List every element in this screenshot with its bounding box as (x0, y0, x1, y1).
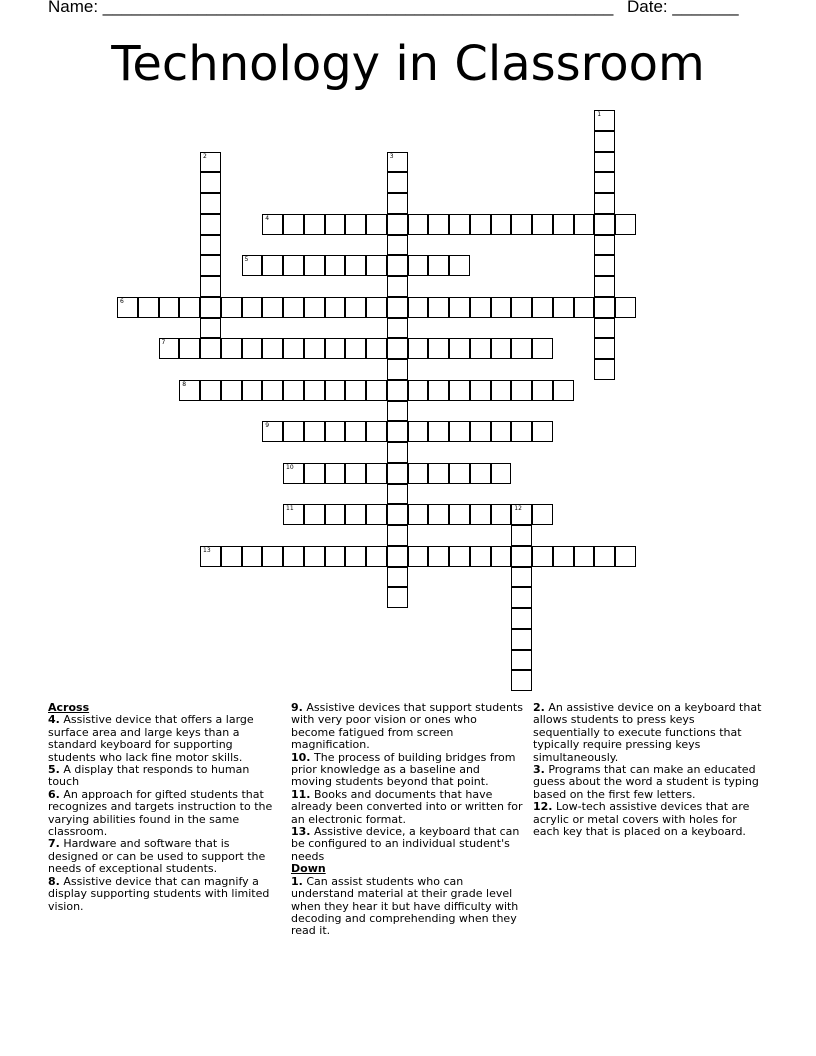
grid-cell[interactable] (511, 608, 532, 629)
grid-cell[interactable] (283, 546, 304, 567)
grid-cell[interactable] (117, 297, 138, 318)
clue-number: 8. (48, 874, 60, 888)
grid-cell[interactable] (325, 504, 346, 525)
grid-cell[interactable] (387, 235, 408, 256)
clue-number: 9. (291, 701, 303, 714)
clue-number: 7. (48, 837, 60, 851)
grid-cell[interactable] (387, 359, 408, 380)
clue-item (48, 764, 280, 789)
grid-cell[interactable] (491, 421, 512, 442)
clues-column-1 (48, 702, 280, 913)
grid-cell[interactable] (615, 297, 636, 318)
clue-number: 5. (48, 763, 60, 777)
grid-cell[interactable] (594, 297, 615, 318)
grid-cell[interactable] (345, 255, 366, 276)
clue-text: Programs that can make an educated guess about the word a student is typing based on the first few letters. (533, 763, 759, 801)
grid-cell[interactable] (200, 546, 221, 567)
grid-cell[interactable] (449, 338, 470, 359)
clue-item (533, 801, 765, 838)
grid-cell[interactable] (594, 172, 615, 193)
grid-cell[interactable] (387, 401, 408, 422)
grid-cell[interactable] (408, 297, 429, 318)
grid-cell[interactable] (200, 235, 221, 256)
grid-cell[interactable] (283, 214, 304, 235)
grid-cell[interactable] (470, 380, 491, 401)
grid-cell[interactable] (511, 214, 532, 235)
grid-cell[interactable] (387, 525, 408, 546)
clue-text: Hardware and software that is designed or can be used to support the needs of exceptional students. (48, 837, 266, 876)
grid-cell[interactable] (449, 504, 470, 525)
grid-cell[interactable] (428, 214, 449, 235)
grid-cell[interactable] (200, 276, 221, 297)
grid-cell[interactable] (366, 338, 387, 359)
grid-cell[interactable] (428, 421, 449, 442)
grid-cell[interactable] (304, 421, 325, 442)
grid-cell[interactable] (200, 152, 221, 173)
cell-number: 1 (597, 111, 602, 118)
grid-cell[interactable] (304, 338, 325, 359)
grid-cell[interactable] (366, 380, 387, 401)
grid-cell[interactable] (387, 442, 408, 463)
grid-cell[interactable] (366, 463, 387, 484)
grid-cell[interactable] (138, 297, 159, 318)
grid-cell[interactable] (200, 214, 221, 235)
clue-item (48, 789, 280, 839)
grid-cell[interactable] (594, 214, 615, 235)
clue-text: The process of building bridges from prior knowledge as a baseline and moving students beyond that point. (291, 750, 516, 789)
grid-cell[interactable] (449, 546, 470, 567)
grid-cell[interactable] (428, 297, 449, 318)
grid-cell[interactable] (553, 214, 574, 235)
grid-cell[interactable] (387, 297, 408, 318)
grid-cell[interactable] (594, 276, 615, 297)
grid-cell[interactable] (345, 463, 366, 484)
grid-cell[interactable] (221, 380, 242, 401)
grid-cell[interactable] (408, 338, 429, 359)
grid-cell[interactable] (262, 421, 283, 442)
grid-cell[interactable] (491, 214, 512, 235)
clue-item (48, 714, 280, 764)
cell-number: 2 (203, 152, 207, 160)
clue-text: An approach for gifted students that recognizes and targets instruction to the varying abilities found in the same classroom. (48, 787, 273, 839)
grid-cell[interactable] (428, 380, 449, 401)
grid-cell[interactable] (387, 193, 408, 214)
clue-item (533, 702, 765, 764)
cell-number: 8 (182, 380, 187, 388)
grid-cell[interactable] (532, 380, 553, 401)
grid-cell[interactable] (283, 504, 304, 525)
grid-cell[interactable] (262, 214, 283, 235)
grid-cell[interactable] (408, 214, 429, 235)
clue-number: 6. (48, 787, 60, 801)
grid-cell[interactable] (325, 297, 346, 318)
clue-number: 3. (533, 763, 545, 777)
grid-cell[interactable] (345, 504, 366, 525)
grid-cell[interactable] (470, 504, 491, 525)
across-clue-list-continued (291, 702, 523, 863)
grid-cell[interactable] (345, 214, 366, 235)
cell-number: 7 (161, 339, 166, 347)
grid-cell[interactable] (200, 172, 221, 193)
grid-cell[interactable] (325, 214, 346, 235)
grid-cell[interactable] (345, 297, 366, 318)
grid-cell[interactable] (449, 255, 470, 276)
clue-item (291, 752, 523, 789)
grid-cell[interactable] (387, 172, 408, 193)
clue-item (291, 702, 523, 752)
grid-cell[interactable] (345, 421, 366, 442)
grid-cell[interactable] (470, 463, 491, 484)
cell-number: 12 (514, 505, 522, 513)
name-field-label: Name: ______________________________________________________ (48, 0, 614, 16)
grid-cell[interactable] (553, 546, 574, 567)
grid-cell[interactable] (408, 421, 429, 442)
grid-cell[interactable] (387, 421, 408, 442)
grid-cell[interactable] (511, 421, 532, 442)
grid-cell[interactable] (532, 504, 553, 525)
grid-cell[interactable] (511, 587, 532, 608)
grid-cell[interactable] (304, 255, 325, 276)
clue-text: Low-tech assistive devices that are acrylic or metal covers with holes for each key that is placed on a keyboard. (533, 800, 750, 839)
grid-cell[interactable] (428, 255, 449, 276)
grid-cell[interactable] (387, 338, 408, 359)
clues-column-2 (291, 702, 523, 938)
grid-cell[interactable] (532, 338, 553, 359)
clue-text: Assistive device that offers a large surface area and large keys than a standard keyboard for supporting students who lack fine motor skills. (48, 713, 254, 764)
grid-cell[interactable] (470, 214, 491, 235)
cell-number: 6 (120, 297, 124, 305)
grid-cell[interactable] (200, 297, 221, 318)
grid-cell[interactable] (325, 421, 346, 442)
grid-cell[interactable] (470, 421, 491, 442)
grid-cell[interactable] (283, 380, 304, 401)
grid-cell[interactable] (283, 297, 304, 318)
grid-cell[interactable] (262, 380, 283, 401)
down-clue-list-continued (533, 702, 765, 838)
grid-cell[interactable] (283, 338, 304, 359)
grid-cell[interactable] (491, 546, 512, 567)
grid-cell[interactable] (200, 338, 221, 359)
grid-cell[interactable] (511, 380, 532, 401)
clue-number: 13. (291, 825, 311, 839)
grid-cell[interactable] (532, 421, 553, 442)
grid-cell[interactable] (387, 380, 408, 401)
grid-cell[interactable] (366, 546, 387, 567)
grid-cell[interactable] (200, 255, 221, 276)
grid-cell[interactable] (262, 338, 283, 359)
page-title: Technology in Classroom (111, 36, 705, 92)
grid-cell[interactable] (428, 338, 449, 359)
across-clue-list (48, 714, 280, 913)
grid-cell[interactable] (449, 297, 470, 318)
clue-text: Assistive devices that support students with very poor vision or ones who become fatigued from screen magnification. (291, 701, 523, 752)
down-heading: Down (291, 862, 326, 876)
grid-cell[interactable] (594, 255, 615, 276)
grid-cell[interactable] (387, 255, 408, 276)
grid-cell[interactable] (594, 546, 615, 567)
down-clue-list (291, 876, 523, 938)
grid-cell[interactable] (428, 504, 449, 525)
grid-cell[interactable] (200, 380, 221, 401)
grid-cell[interactable] (325, 463, 346, 484)
grid-cell[interactable] (428, 546, 449, 567)
grid-cell[interactable] (387, 152, 408, 173)
clue-text: Assistive device, a keyboard that can be configured to an individual student's needs (291, 825, 520, 863)
grid-cell[interactable] (345, 546, 366, 567)
grid-cell[interactable] (304, 546, 325, 567)
grid-cell[interactable] (325, 255, 346, 276)
grid-cell[interactable] (242, 380, 263, 401)
across-heading: Across (48, 701, 90, 714)
grid-cell[interactable] (428, 463, 449, 484)
grid-cell[interactable] (366, 255, 387, 276)
cell-number: 10 (286, 463, 294, 471)
grid-cell[interactable] (594, 131, 615, 152)
grid-cell[interactable] (283, 421, 304, 442)
grid-cell[interactable] (325, 380, 346, 401)
grid-cell[interactable] (594, 359, 615, 380)
grid-cell[interactable] (574, 214, 595, 235)
grid-cell[interactable] (262, 297, 283, 318)
grid-cell[interactable] (262, 255, 283, 276)
grid-cell[interactable] (304, 297, 325, 318)
grid-cell[interactable] (366, 297, 387, 318)
grid-cell[interactable] (242, 297, 263, 318)
grid-cell[interactable] (553, 297, 574, 318)
grid-cell[interactable] (304, 463, 325, 484)
clues-column-3 (533, 702, 765, 838)
grid-cell[interactable] (345, 338, 366, 359)
grid-cell[interactable] (408, 546, 429, 567)
clue-text: Books and documents that have already been converted into or written for an electronic format. (291, 787, 523, 826)
grid-cell[interactable] (594, 110, 615, 131)
grid-cell[interactable] (304, 380, 325, 401)
grid-cell[interactable] (594, 152, 615, 173)
grid-cell[interactable] (511, 629, 532, 650)
grid-cell[interactable] (594, 318, 615, 339)
clue-item (48, 838, 280, 875)
grid-cell[interactable] (449, 380, 470, 401)
clue-item (291, 789, 523, 826)
grid-cell[interactable] (159, 297, 180, 318)
grid-cell[interactable] (594, 193, 615, 214)
grid-cell[interactable] (221, 338, 242, 359)
grid-cell[interactable] (200, 318, 221, 339)
clue-text: Assistive device that can magnify a display supporting students with limited vision. (48, 874, 270, 913)
grid-cell[interactable] (491, 338, 512, 359)
cell-number: 3 (389, 152, 394, 160)
grid-cell[interactable] (387, 318, 408, 339)
clue-item (533, 764, 765, 801)
grid-cell[interactable] (408, 463, 429, 484)
grid-cell[interactable] (511, 504, 532, 525)
grid-cell[interactable] (615, 214, 636, 235)
clue-number: 11. (291, 787, 311, 801)
grid-cell[interactable] (511, 650, 532, 671)
grid-cell[interactable] (387, 484, 408, 505)
grid-cell[interactable] (511, 670, 532, 691)
grid-cell[interactable] (387, 504, 408, 525)
grid-cell[interactable] (283, 255, 304, 276)
clue-number: 2. (533, 701, 545, 714)
grid-cell[interactable] (221, 297, 242, 318)
clue-text: Can assist students who can understand material at their grade level when they hear it but have difficulty with decoding and comprehending when they read it. (291, 874, 519, 938)
grid-cell[interactable] (408, 504, 429, 525)
cell-number: 9 (265, 422, 270, 430)
clue-text: A display that responds to human touch (48, 763, 250, 789)
clue-number: 4. (48, 713, 60, 727)
grid-cell[interactable] (594, 235, 615, 256)
cell-number: 13 (203, 546, 211, 554)
grid-cell[interactable] (491, 380, 512, 401)
grid-cell[interactable] (242, 546, 263, 567)
clue-item (291, 876, 523, 938)
grid-cell[interactable] (594, 338, 615, 359)
grid-cell[interactable] (387, 463, 408, 484)
grid-cell[interactable] (283, 463, 304, 484)
clue-number: 10. (291, 750, 311, 764)
grid-cell[interactable] (615, 546, 636, 567)
grid-cell[interactable] (449, 421, 470, 442)
grid-cell[interactable] (470, 338, 491, 359)
grid-cell[interactable] (449, 463, 470, 484)
grid-cell[interactable] (470, 297, 491, 318)
grid-cell[interactable] (491, 297, 512, 318)
grid-cell[interactable] (179, 297, 200, 318)
grid-cell[interactable] (470, 546, 491, 567)
grid-cell[interactable] (532, 214, 553, 235)
grid-cell[interactable] (511, 567, 532, 588)
grid-cell[interactable] (532, 546, 553, 567)
grid-cell[interactable] (511, 546, 532, 567)
grid-cell[interactable] (574, 546, 595, 567)
grid-cell[interactable] (449, 214, 470, 235)
grid-cell[interactable] (408, 380, 429, 401)
grid-cell[interactable] (491, 504, 512, 525)
grid-cell[interactable] (304, 504, 325, 525)
clue-number: 1. (291, 874, 303, 888)
grid-cell[interactable] (366, 421, 387, 442)
grid-cell[interactable] (387, 214, 408, 235)
grid-cell[interactable] (242, 338, 263, 359)
grid-cell[interactable] (304, 214, 325, 235)
grid-cell[interactable] (574, 297, 595, 318)
grid-cell[interactable] (387, 567, 408, 588)
grid-cell[interactable] (387, 276, 408, 297)
cell-number: 5 (244, 256, 249, 264)
grid-cell[interactable] (387, 546, 408, 567)
grid-cell[interactable] (179, 380, 200, 401)
grid-cell[interactable] (366, 504, 387, 525)
grid-cell[interactable] (242, 255, 263, 276)
grid-cell[interactable] (325, 546, 346, 567)
clue-item (48, 876, 280, 913)
grid-cell[interactable] (511, 297, 532, 318)
grid-cell[interactable] (511, 525, 532, 546)
clue-text: An assistive device on a keyboard that allows students to press keys sequentially to execute functions that typically require pressing keys simultaneously. (533, 701, 762, 764)
date-field-label: Date: _______ (627, 0, 739, 16)
grid-cell[interactable] (511, 338, 532, 359)
grid-cell[interactable] (200, 193, 221, 214)
grid-cell[interactable] (221, 546, 242, 567)
grid-cell[interactable] (179, 338, 200, 359)
grid-cell[interactable] (159, 338, 180, 359)
clue-number: 12. (533, 800, 553, 814)
grid-cell[interactable] (325, 338, 346, 359)
grid-cell[interactable] (262, 546, 283, 567)
clue-item (291, 826, 523, 863)
cell-number: 11 (286, 505, 294, 513)
grid-cell[interactable] (532, 297, 553, 318)
grid-cell[interactable] (387, 587, 408, 608)
cell-number: 4 (265, 214, 270, 222)
grid-cell[interactable] (553, 380, 574, 401)
grid-cell[interactable] (345, 380, 366, 401)
grid-cell[interactable] (366, 214, 387, 235)
grid-cell[interactable] (491, 463, 512, 484)
grid-cell[interactable] (408, 255, 429, 276)
